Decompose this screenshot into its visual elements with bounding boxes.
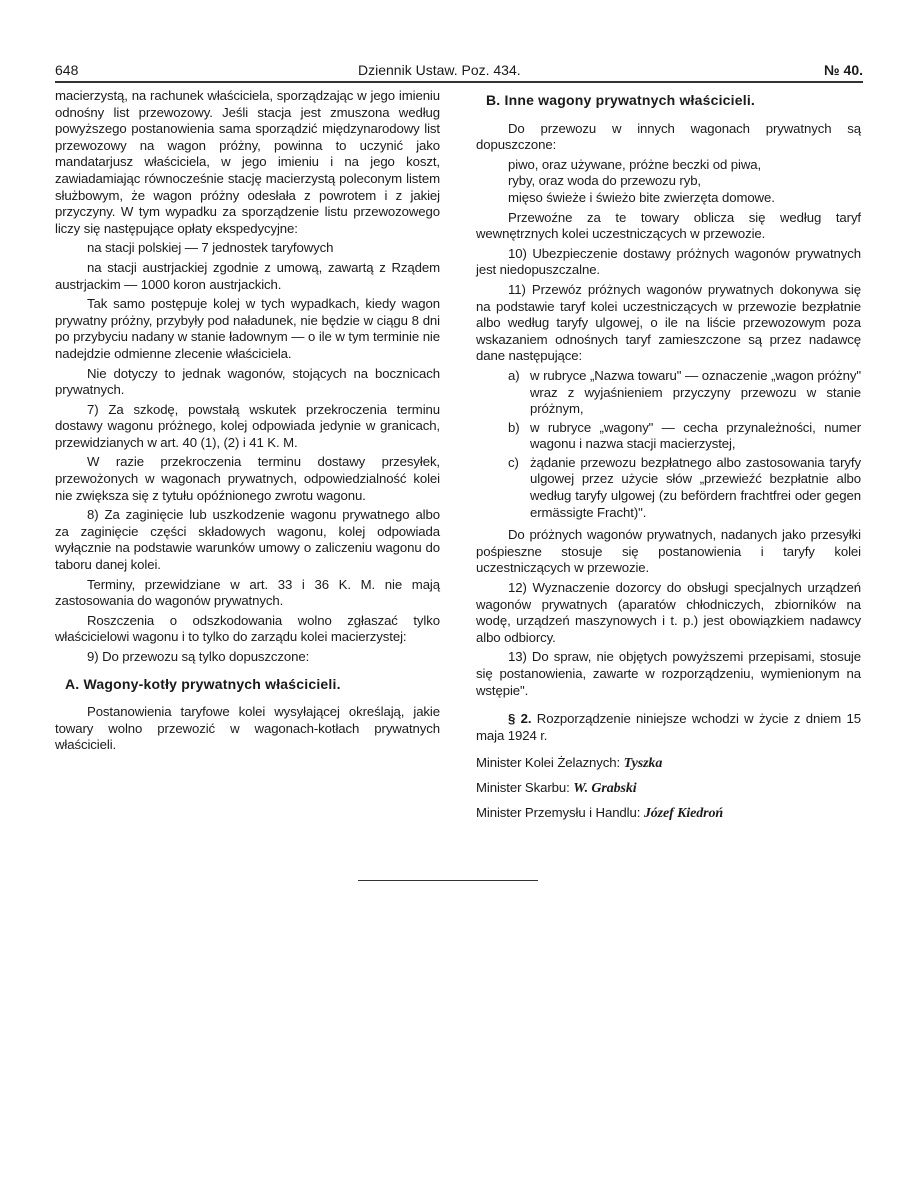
list-item-a [508, 368, 861, 418]
section-2 [476, 711, 861, 744]
list-item-b [508, 420, 861, 453]
paragraph: Do przewozu w innych wagonach prywatnych są dopuszczone: [476, 120, 861, 153]
goods-item: piwo, oraz używane, próżne beczki od piwa, [508, 156, 762, 172]
page-header [55, 62, 863, 80]
fee-austrian: na stacji austrjackiej zgodnie z umową, zawartą z Rządem austrjackim — 1000 koron austrjackich. [55, 259, 440, 292]
section-2-label: § 2. [508, 711, 532, 727]
signature-name: Tyszka [623, 756, 663, 772]
item-text: żądanie przewozu bezpłatnego albo zastosowania taryfy ulgowej przez użycie słów „przewieźć bezpłatnie albo według taryfy ulgowej (zu befördern frachtfrei oder gegen ermässigte Fracht)". [530, 454, 861, 520]
item-text: w rubryce „wagony" — cecha przynależności, numer wagonu i nazwa stacji macierzystej, [530, 419, 861, 452]
signature-role: Minister Skarbu: [476, 780, 570, 796]
paragraph-10: 10) Ubezpieczenie dostawy próżnych wagonów prywatnych jest niedopuszczalne. [476, 245, 861, 278]
paragraph: W razie przekroczenia terminu dostawy przesyłek, przewożonych w wagonach prywatnych, odpowiedzialność kolei nie zwiększa się z tytułu opóźnionego zwrotu wagonu. [55, 454, 440, 503]
page-number: 648 [55, 62, 79, 78]
goods-item: mięso świeże i świeżo bite zwierzęta domowe. [508, 189, 775, 205]
paragraph: Do próżnych wagonów prywatnych, nadanych jako przesyłki pośpieszne stosuje się postanowienia i taryfy kolei uczestniczących w przewozie. [476, 527, 861, 576]
paragraph: Tak samo postępuje kolej w tych wypadkach, kiedy wagon prywatny próżny, przybyły pod naładunek, nie będzie w ciągu 8 dni po przybyciu nadany w stanie ładownym — o ile w tym terminie nie nadejdzie odmienne zlecenie właściciela. [55, 296, 440, 361]
signature-name: Józef Kiedroń [643, 806, 724, 822]
header-rule [55, 81, 863, 83]
fee-polish: na stacji polskiej — 7 jednostek taryfowych [87, 240, 334, 256]
paragraph: macierzystą, na rachunek właściciela, sporządzając w jego imieniu odnośny list przewozowy. Jeśli stacja jest zmuszona według powyższego postanowienia sama sporządzić międzynarodowy list przewozowy na wagon próżny, powinna to uczynić jako mandatarjusz właściciela, w jego imieniu i na jego koszt, zawiadamiając równocześnie stację macierzystą poleconym listem służbowym, że wagon próżny odesłała z powrotem i z jakiej przyczyny. W tym wypadku za sporządzenie listu przewozowego liczy się następujące opłaty ekspedycyjne: [55, 88, 440, 236]
item-label: b) [508, 419, 520, 435]
list-item-c [508, 455, 861, 521]
paragraph-13: 13) Do spraw, nie objętych powyższemi przepisami, stosuje się postanowienia, zawarte w rozporządzeniu, wymienionym na wstępie". [476, 649, 861, 698]
item-label: c) [508, 454, 519, 470]
right-column [476, 92, 861, 829]
paragraph: Postanowienia taryfowe kolei wysyłającej określają, jakie towary wolno przewozić w wagonach-kotłach prywatnych właścicieli. [55, 704, 440, 753]
paragraph: Roszczenia o odszkodowania wolno zgłaszać tylko właścicielowi wagonu i to tylko do zarządu kolei macierzystej: [55, 612, 440, 645]
item-text: w rubryce „Nazwa towaru" — oznaczenie „wagon próżny" wraz z wyjaśnieniem przyczyny przewozu w stanie próżnym, [530, 367, 861, 417]
signatures [476, 754, 861, 823]
section-2-text: Rozporządzenie niniejsze wchodzi w życie z dniem 15 maja 1924 r. [476, 711, 861, 743]
goods-list [508, 157, 861, 207]
end-rule [358, 880, 538, 881]
goods-item: ryby, oraz woda do przewozu ryb, [508, 173, 701, 189]
paragraph-12: 12) Wyznaczenie dozorcy do obsługi specjalnych urządzeń wagonów prywatnych (aparatów chłodniczych, zbiorników na wodę, urządzeń maszynowych i t. p.) jest obowiązkiem nadawcy albo odbiorcy. [476, 580, 861, 645]
signature-name: W. Grabski [573, 781, 637, 797]
journal-title: Dziennik Ustaw. Poz. 434. [358, 62, 521, 78]
paragraph-7: 7) Za szkodę, powstałą wskutek przekroczenia terminu dostawy wagonu próżnego, kolej odpowiada jedynie w granicach, przewidzianych w art. 40 (1), (2) i 41 K. M. [55, 401, 440, 450]
signature-role: Minister Przemysłu i Handlu: [476, 805, 641, 821]
section-heading-a: A. Wagony-kotły prywatnych właścicieli. [65, 675, 341, 692]
paragraph-8: 8) Za zaginięcie lub uszkodzenie wagonu prywatnego albo za zaginięcie części składowych wagonu, kolej odpowiada wyłącznie na podstawie warunków umowy o zaliczeniu wagonu do taboru danej kolei. [55, 507, 440, 573]
paragraph: Nie dotyczy to jednak wagonów, stojących na bocznicach prywatnych. [55, 365, 440, 398]
signature [476, 779, 861, 798]
item-label: a) [508, 367, 520, 383]
paragraph-11: 11) Przewóz próżnych wagonów prywatnych dokonywa się na podstawie taryf kolei uczestniczących w przewozie bezpłatnie albo według taryfy ulgowej, o ile na liście przewozowym poza wskazaniem odnośnych taryf zamieszczone są przez nadawcę dane następujące: [476, 281, 861, 364]
paragraph-9: 9) Do przewozu są tylko dopuszczone: [87, 649, 310, 664]
left-column [55, 88, 440, 757]
signature-role: Minister Kolei Żelaznych: [476, 755, 621, 771]
section-heading-b: B. Inne wagony prywatnych właścicieli. [486, 92, 756, 108]
paragraph: Przewoźne za te towary oblicza się według taryf wewnętrznych kolei uczestniczących w przewozie. [476, 209, 861, 242]
signature [476, 804, 861, 823]
issue-number: № 40. [824, 62, 863, 78]
signature [476, 754, 861, 773]
paragraph: Terminy, przewidziane w art. 33 i 36 K. M. nie mają zastosowania do wagonów prywatnych. [55, 576, 440, 609]
